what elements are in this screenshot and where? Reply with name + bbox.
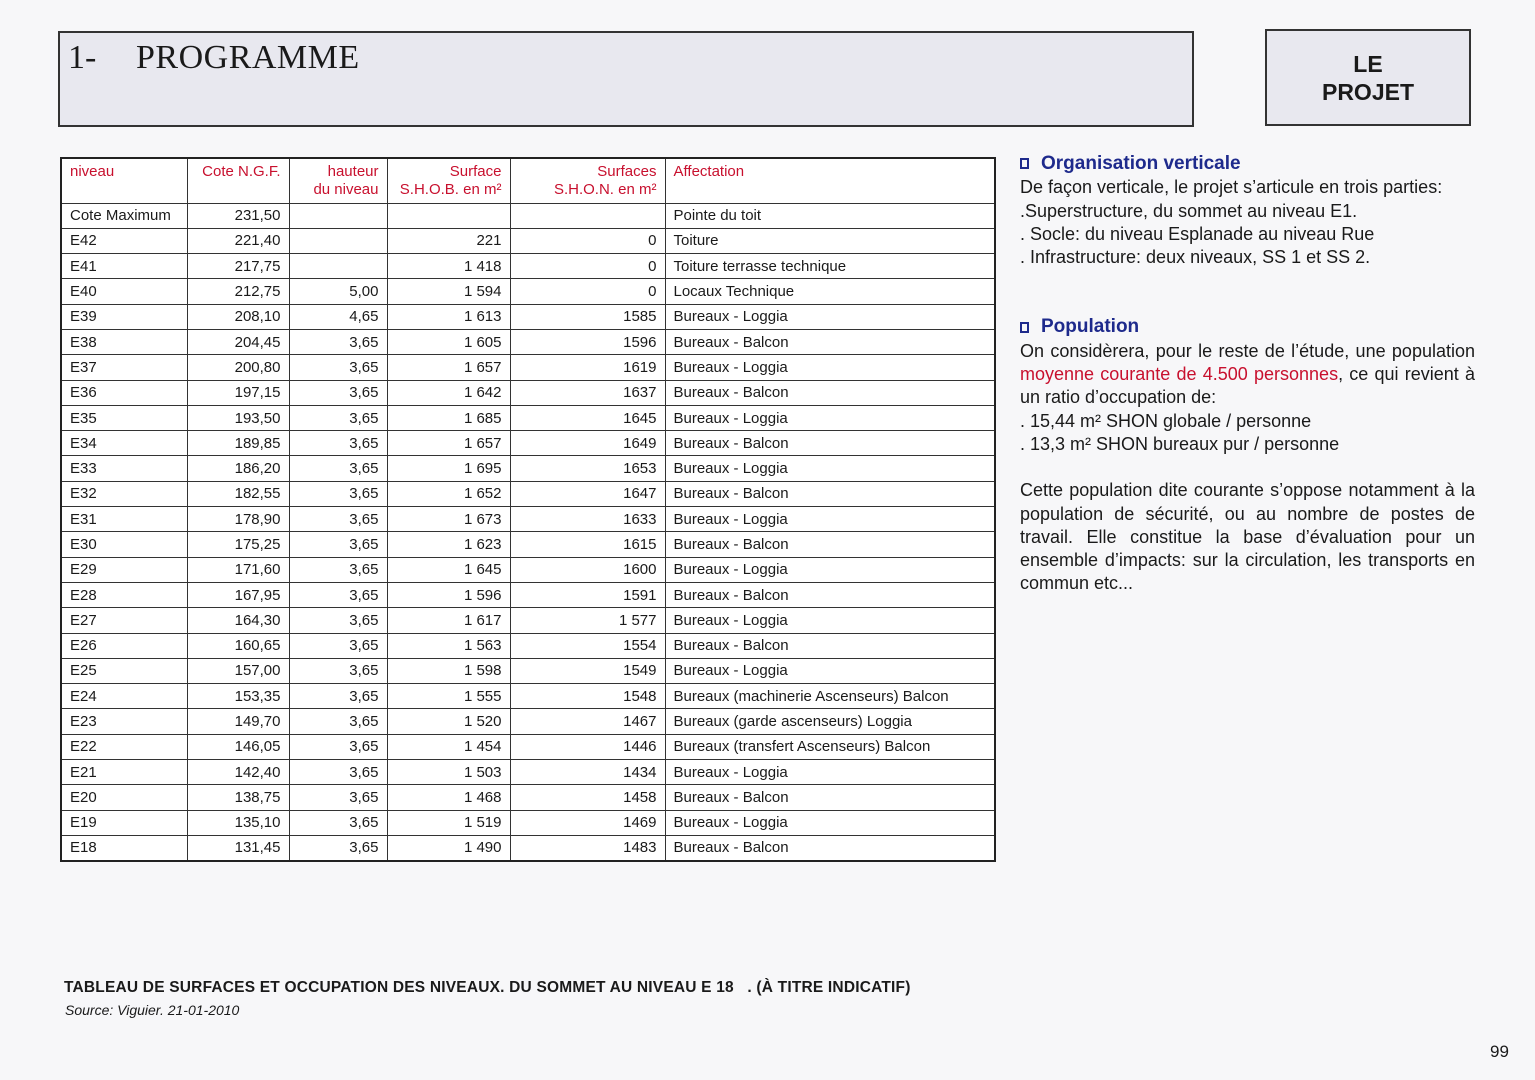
table-cell: E41 [61,254,187,279]
table-cell: 212,75 [187,279,289,304]
table-cell: 3,65 [289,557,387,582]
table-cell: Bureaux - Loggia [665,355,995,380]
table-row [61,456,995,481]
table-cell: E39 [61,304,187,329]
table-cell: Bureaux - Balcon [665,380,995,405]
table-cell [289,228,387,253]
table-row [61,380,995,405]
table-cell: 142,40 [187,760,289,785]
population-item: . 13,3 m² SHON bureaux pur / personne [1020,433,1340,454]
table-cell: 221 [387,228,510,253]
table-cell: 1649 [510,431,665,456]
table-cell: 1 577 [510,608,665,633]
table-cell: 138,75 [187,785,289,810]
table-cell: 1549 [510,658,665,683]
table-cell: 0 [510,279,665,304]
table-cell: 1 594 [387,279,510,304]
table-cell: E40 [61,279,187,304]
table-cell: Bureaux - Balcon [665,532,995,557]
table-cell: 1596 [510,329,665,354]
table-cell: 3,65 [289,785,387,810]
table-cell: 189,85 [187,431,289,456]
table-row [61,304,995,329]
org-heading: Organisation verticale [1020,152,1475,175]
table-cell: 1446 [510,734,665,759]
population-item: . 15,44 m² SHON globale / personne [1020,410,1312,431]
table-cell: Bureaux - Balcon [665,329,995,354]
table-cell: E28 [61,582,187,607]
table-cell [387,203,510,228]
table-row [61,405,995,430]
table-cell: 3,65 [289,329,387,354]
table-cell: 3,65 [289,380,387,405]
column-header: hauteur du niveau [289,158,387,203]
checkbox-bullet-icon [1020,158,1029,169]
table-row [61,785,995,810]
table-cell: 5,00 [289,279,387,304]
table-cell: Bureaux - Balcon [665,582,995,607]
table-cell: E22 [61,734,187,759]
table-cell: 3,65 [289,582,387,607]
table-cell: 1615 [510,532,665,557]
table-cell [510,203,665,228]
org-item: . Infrastructure: deux niveaux, SS 1 et SS 2. [1020,247,1371,268]
table-cell: 146,05 [187,734,289,759]
table-cell: 1 519 [387,810,510,835]
table-row [61,760,995,785]
right-column [1020,152,1475,596]
levels-table [60,157,996,862]
org-intro: De façon verticale, le projet s’articule en trois parties: [1020,177,1443,198]
table-row [61,228,995,253]
table-cell: 1 657 [387,355,510,380]
section-label-line2: PROJET [1321,78,1415,105]
table-cell: 1 520 [387,709,510,734]
table-cell: 1483 [510,835,665,860]
table-cell: E37 [61,355,187,380]
table-cell: 1637 [510,380,665,405]
table-cell: 3,65 [289,709,387,734]
table-cell: 0 [510,228,665,253]
table-cell: Bureaux - Loggia [665,456,995,481]
table-cell: E36 [61,380,187,405]
table-cell: E25 [61,658,187,683]
column-header: niveau [61,158,187,203]
table-cell: 1600 [510,557,665,582]
column-header: Cote N.G.F. [187,158,289,203]
table-cell: E31 [61,507,187,532]
table-cell: 1 673 [387,507,510,532]
table-cell: 149,70 [187,709,289,734]
table-row [61,684,995,709]
column-header: Affectation [665,158,995,203]
population-text: On considèrera, pour le reste de l’étude, une population moyenne courante de 4.500 personnes, ce qui revient à un ratio d’occupation de: [1020,340,1475,408]
table-cell [289,203,387,228]
table-cell: 0 [510,254,665,279]
table-caption: TABLEAU DE SURFACES ET OCCUPATION DES NIVEAUX. DU SOMMET AU NIVEAU E 18 . (À TITRE INDICATIF) [64,979,911,996]
table-cell: 164,30 [187,608,289,633]
table-row [61,355,995,380]
table-cell: 1458 [510,785,665,810]
section-label-line1: LE [1353,50,1383,77]
table-row [61,203,995,228]
table-cell: 1 613 [387,304,510,329]
table-cell: 1 645 [387,557,510,582]
table-row [61,582,995,607]
table-cell: E32 [61,481,187,506]
table-cell: Bureaux - Loggia [665,405,995,430]
population-heading: Population [1020,315,1475,338]
page-title: PROGRAMME [136,39,360,76]
column-header: Surfaces S.H.O.N. en m² [510,158,665,203]
table-cell: 1 642 [387,380,510,405]
table-cell: 1645 [510,405,665,430]
table-row [61,254,995,279]
title-box [58,31,1194,127]
table-cell: 1 503 [387,760,510,785]
table-cell: Bureaux - Loggia [665,810,995,835]
table-cell: E21 [61,760,187,785]
table-cell: 1 695 [387,456,510,481]
table-cell: 3,65 [289,684,387,709]
table-cell: 3,65 [289,507,387,532]
table-row [61,329,995,354]
table-cell: Pointe du toit [665,203,995,228]
table-cell: 3,65 [289,608,387,633]
table-cell: 1 596 [387,582,510,607]
table-cell: 3,65 [289,355,387,380]
table-cell: 1469 [510,810,665,835]
table-cell: 1548 [510,684,665,709]
table-cell: Cote Maximum [61,203,187,228]
table-cell: Bureaux (machinerie Ascenseurs) Balcon [665,684,995,709]
page-number: 99 [1490,1042,1509,1061]
table-cell: 208,10 [187,304,289,329]
table-cell: E35 [61,405,187,430]
table-cell: 1 685 [387,405,510,430]
table-cell: 1653 [510,456,665,481]
table-cell: E24 [61,684,187,709]
table-cell: Toiture terrasse technique [665,254,995,279]
table-row [61,481,995,506]
table-cell: 4,65 [289,304,387,329]
table-cell: 1 563 [387,633,510,658]
table-cell: Bureaux - Loggia [665,658,995,683]
table-body [61,203,995,861]
table-cell: 1 454 [387,734,510,759]
table-cell: 3,65 [289,734,387,759]
table-cell: 3,65 [289,835,387,860]
table-cell [289,254,387,279]
table-cell: Bureaux - Balcon [665,481,995,506]
table-cell: 1 652 [387,481,510,506]
table-cell: Bureaux (garde ascenseurs) Loggia [665,709,995,734]
table-cell: 3,65 [289,456,387,481]
table-row [61,557,995,582]
table-row [61,532,995,557]
table-row [61,835,995,860]
table-cell: E27 [61,608,187,633]
table-cell: E30 [61,532,187,557]
table-cell: E19 [61,810,187,835]
table-cell: 167,95 [187,582,289,607]
table-cell: 157,00 [187,658,289,683]
table-cell: 1647 [510,481,665,506]
table-row [61,633,995,658]
table-cell: 3,65 [289,810,387,835]
table-cell: Bureaux - Loggia [665,557,995,582]
table-cell: 204,45 [187,329,289,354]
table-cell: E38 [61,329,187,354]
table-cell: 1 617 [387,608,510,633]
table-cell: 1 657 [387,431,510,456]
table-row [61,734,995,759]
table-cell: E23 [61,709,187,734]
table-cell: Bureaux - Balcon [665,835,995,860]
table-cell: 153,35 [187,684,289,709]
table-cell: 135,10 [187,810,289,835]
table-row [61,709,995,734]
table-cell: 231,50 [187,203,289,228]
table-cell: E20 [61,785,187,810]
table-cell: 1585 [510,304,665,329]
table-cell: 131,45 [187,835,289,860]
table-cell: 217,75 [187,254,289,279]
table-row [61,507,995,532]
table-cell: 1 598 [387,658,510,683]
org-item: .Superstructure, du sommet au niveau E1. [1020,200,1358,221]
table-cell: 197,15 [187,380,289,405]
table-source: Source: Viguier. 21-01-2010 [65,1002,240,1018]
table-cell: 1619 [510,355,665,380]
table-cell: 3,65 [289,405,387,430]
table-cell: 1554 [510,633,665,658]
org-item: . Socle: du niveau Esplanade au niveau Rue [1020,223,1375,244]
table-cell: 1591 [510,582,665,607]
table-row [61,279,995,304]
checkbox-bullet-icon [1020,322,1029,333]
table-cell: 160,65 [187,633,289,658]
table-row [61,608,995,633]
table-row [61,658,995,683]
table-cell: 186,20 [187,456,289,481]
table-cell: 3,65 [289,658,387,683]
table-cell: 1 490 [387,835,510,860]
table-cell: E18 [61,835,187,860]
table-cell: 221,40 [187,228,289,253]
table-cell: 3,65 [289,431,387,456]
table-cell: E29 [61,557,187,582]
table-cell: E26 [61,633,187,658]
table-cell: E34 [61,431,187,456]
table-cell: E42 [61,228,187,253]
table-cell: Toiture [665,228,995,253]
table-cell: 171,60 [187,557,289,582]
table-cell: 193,50 [187,405,289,430]
table-cell: 1 623 [387,532,510,557]
table-cell: 3,65 [289,760,387,785]
table-cell: Bureaux - Balcon [665,633,995,658]
table-cell: Bureaux - Balcon [665,785,995,810]
table-cell: 1467 [510,709,665,734]
table-cell: 1633 [510,507,665,532]
table-cell: 3,65 [289,532,387,557]
table-cell: 178,90 [187,507,289,532]
table-cell: 1 605 [387,329,510,354]
population-highlight: moyenne courante de 4.500 personnes [1020,364,1339,385]
table-cell: Locaux Technique [665,279,995,304]
population-paragraph: Cette population dite courante s’oppose notamment à la population de sécurité, ou au nombre de postes de travail. Elle constitue la base d’évaluation pour un ensemble d’impacts: sur la circulation, les transports en commun etc... [1020,480,1475,594]
table-cell: 182,55 [187,481,289,506]
table-cell: 1 555 [387,684,510,709]
table-cell: E33 [61,456,187,481]
table-cell: Bureaux (transfert Ascenseurs) Balcon [665,734,995,759]
table-row [61,431,995,456]
table-cell: Bureaux - Loggia [665,507,995,532]
table-cell: 3,65 [289,633,387,658]
table-cell: 3,65 [289,481,387,506]
table-cell: Bureaux - Loggia [665,304,995,329]
title-number: 1- [68,39,97,76]
table-cell: 175,25 [187,532,289,557]
table-cell: 1 468 [387,785,510,810]
table-cell: 200,80 [187,355,289,380]
table-cell: 1434 [510,760,665,785]
column-header: Surface S.H.O.B. en m² [387,158,510,203]
table-cell: Bureaux - Balcon [665,431,995,456]
table-cell: 1 418 [387,254,510,279]
section-label [1265,29,1471,126]
table-row [61,810,995,835]
table-header-row [61,158,995,203]
table-cell: Bureaux - Loggia [665,608,995,633]
table-cell: Bureaux - Loggia [665,760,995,785]
